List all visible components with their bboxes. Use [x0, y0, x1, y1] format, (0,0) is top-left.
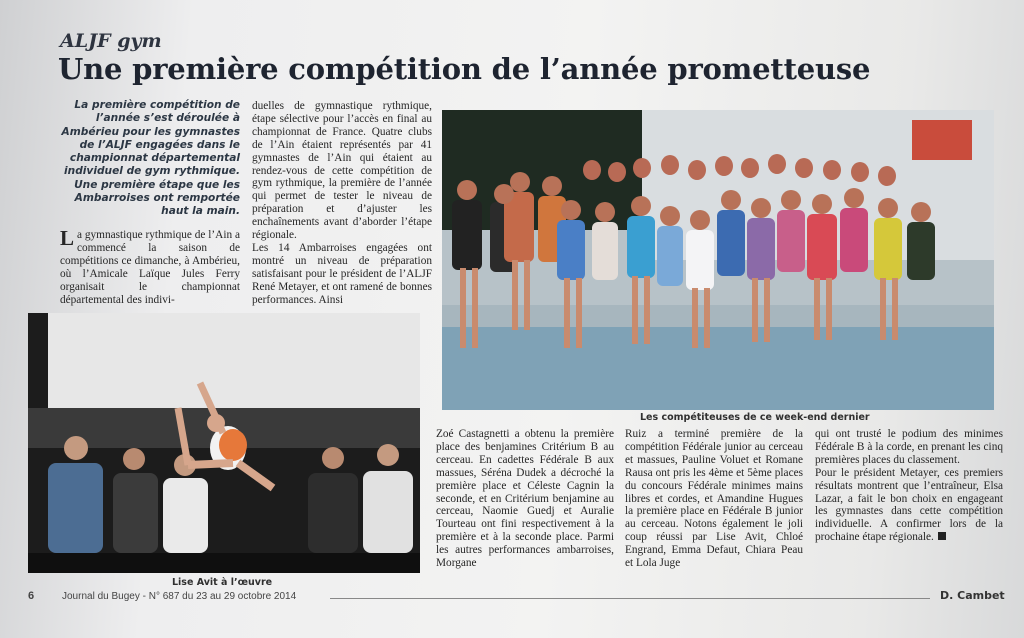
column-2-text: duelles de gymnastique rythmique, étape sélective pour l’accès en final au championnat de France. Quatre clubs de l’Ain étaient représentés par 41 gymnastes de l’Ain qui étaient au rendez-vous de cette compétition de gym rythmique, la première de l’année qui permet de tester le niveau de préparation et d’ajuster les enchaînements avant d’aborder l’étape régionale.: [252, 100, 432, 242]
article-column-2: [252, 100, 432, 307]
article-column-5: [815, 428, 1003, 544]
group-photo: [442, 110, 994, 410]
column-5-text-b: Pour le président Metayer, ces premiers résultats montrent que l’entraîneur, Elsa Lazar, a fait le bon choix en engageant les gymnastes dans cette compétition individuelle. A confirmer lors de la prochaine étape régionale.: [815, 466, 1003, 544]
section-kicker: ALJF gym: [60, 30, 162, 52]
column-3-text: Zoé Castagnetti a obtenu la première place des benjamines Critérium B au cerceau. En cadettes Fédérale B aux massues, Séréna Dudek a décroché la première place et Céleste Cagnin la seconde, et en Critérium benjamine au cerceau, Naomie Guedj et Auralie Tourteau ont fini respectivement à la première et à la seconde place. Parmi les autres performances ambarroises, Morgane: [436, 428, 614, 570]
publication-line: Journal du Bugey - N° 687 du 23 au 29 octobre 2014: [62, 591, 297, 602]
column-4-text: Ruiz a terminé première de la compétition Fédérale junior au cerceau et massues, Pauline Voluet et Romane Rausa ont pris les 4ème et 5ème places du concours Fédérale minimes mains libres et cordes, et Amandine Hugues la première place en Fédérale B junior au cerceau. Notons également le joli coup réussi par Lise Avit, Chloé Engrand, Emma Defaut, Chiara Peau et Lola Juge: [625, 428, 803, 570]
column-2-text-b: Les 14 Ambarroises engagées ont montré un niveau de préparation satisfaisant pour le président de l’ALJF René Metayer, et ont ramené de bonnes performances. Ainsi: [252, 241, 432, 306]
page-number: 6: [28, 590, 35, 602]
drop-cap: L: [60, 226, 75, 250]
article-column-3: [436, 428, 614, 570]
column-1-text: a gymnastique rythmique de l’Ain a commencé la saison de compétitions ce dimanche, à Ambérieu, où l’Amicale Laïque Jules Ferry organisait le championnat départemental des indivi-: [60, 229, 240, 306]
end-of-article-mark: [938, 532, 946, 540]
group-photo-image: [442, 110, 994, 410]
article-author: D. Cambet: [940, 589, 1005, 602]
gymnast-photo-caption: Lise Avit à l’œuvre: [172, 577, 273, 588]
footer-rule: [330, 598, 930, 599]
article-lead: La première compétition de l’année s’est déroulée à Ambérieu pour les gymnastes de l’ALJF engagées dans le championnat départemental individuel de gym rythmique. Une première étape que les Ambarroises ont remportée haut la main.: [61, 99, 240, 218]
gymnast-photo: [28, 313, 420, 573]
article-column-4: [625, 428, 803, 570]
article-headline: Une première compétition de l’année prometteuse: [58, 52, 871, 86]
gymnast-photo-image: [28, 313, 420, 573]
article-column-1: [60, 226, 240, 306]
group-photo-caption: Les compétiteuses de ce week-end dernier: [640, 412, 870, 423]
column-5-text: qui ont trusté le podium des minimes Fédérale B à la corde, en prenant les cinq premières places du classement.: [815, 428, 1003, 466]
